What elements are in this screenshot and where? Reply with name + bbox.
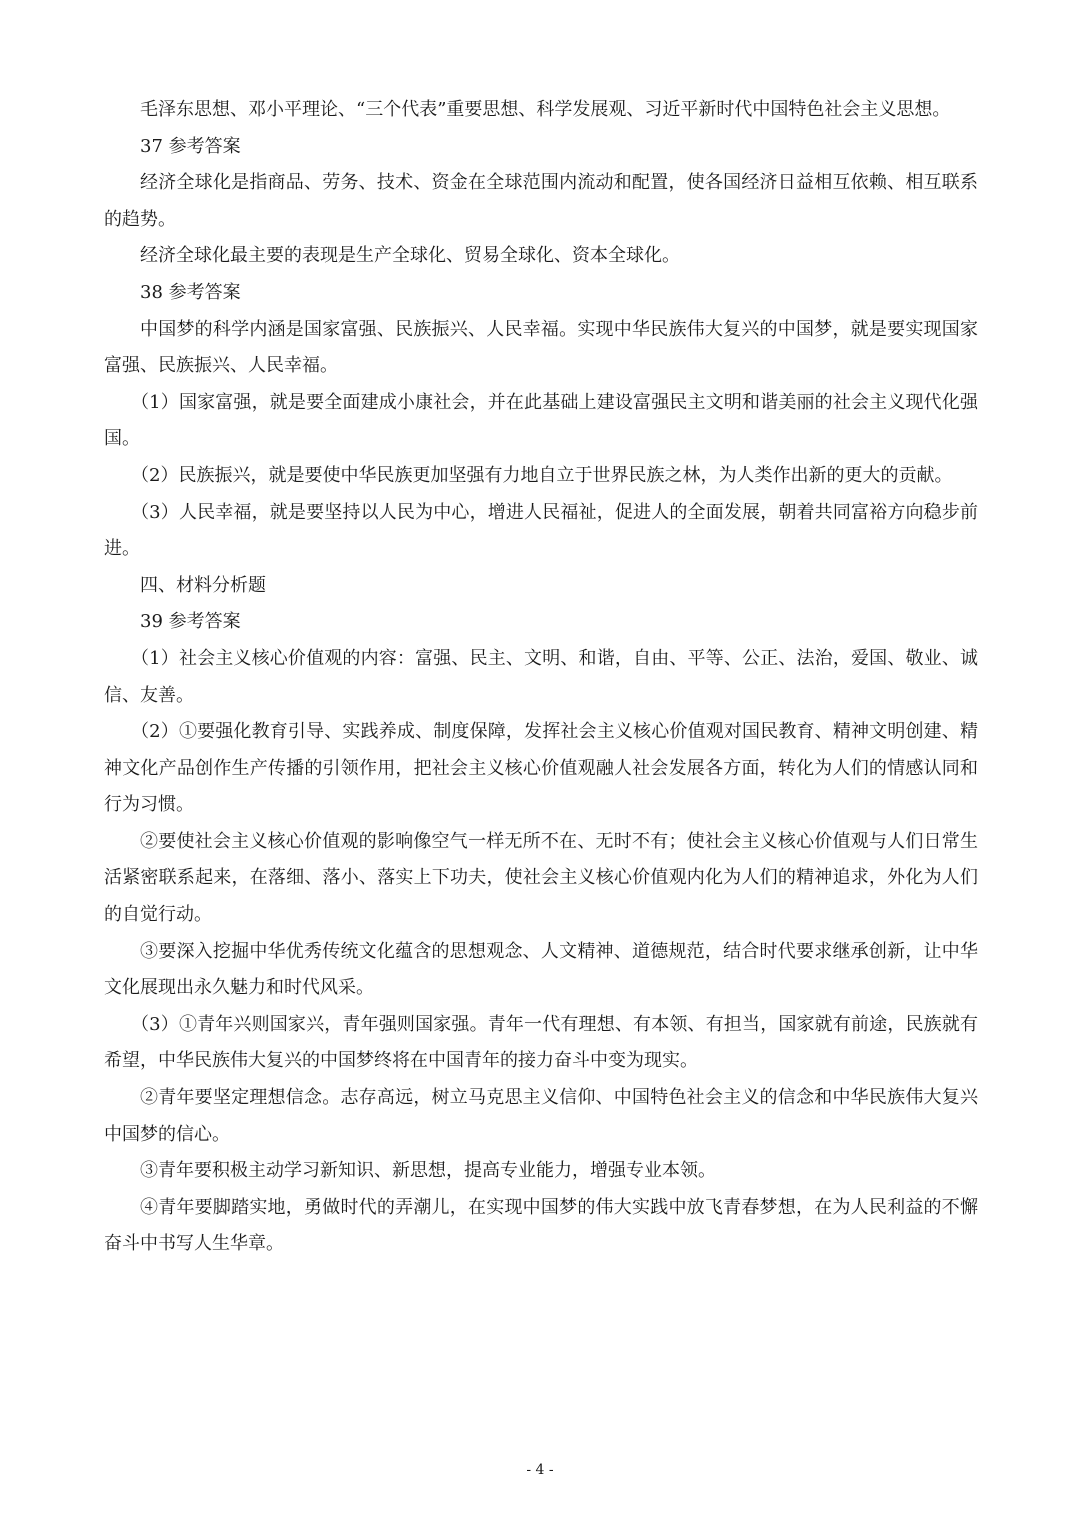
paragraph-globalization-manifestation: 经济全球化最主要的表现是生产全球化、贸易全球化、资本全球化。: [140, 245, 680, 267]
section-heading-material-analysis: 四、材料分析题: [140, 574, 266, 596]
answer-heading-39: 39 参考答案: [140, 611, 241, 633]
paragraph-youth-ideals: ②青年要坚定理想信念。志存高远，树立马克思主义信仰、中国特色社会主义的信念和中华民族伟大复兴中国梦的信心。: [104, 1087, 978, 1145]
paragraph-china-dream: 中国梦的科学内涵是国家富强、民族振兴、人民幸福。实现中华民族伟大复兴的中国梦，就是要实现国家富强、民族振兴、人民幸福。: [104, 318, 978, 377]
paragraph-guiding-thoughts: 毛泽东思想、邓小平理论、“三个代表”重要思想、科学发展观、习近平新时代中国特色社会主义思想。: [140, 99, 951, 120]
paragraph-core-values: （1）社会主义核心价值观的内容：富强、民主、文明、和谐，自由、平等、公正、法治，爱国、敬业、诚信、友善。: [104, 647, 978, 706]
paragraph-youth-nation: （3）①青年兴则国家兴，青年强则国家强。青年一代有理想、有本领、有担当，国家就有前途，民族就有希望，中华民族伟大复兴的中国梦终将在中国青年的接力奋斗中变为现实。: [104, 1013, 978, 1072]
paragraph-traditional-culture: ③要深入挖掘中华优秀传统文化蕴含的思想观念、人文精神、道德规范，结合时代要求继承创新，让中华文化展现出永久魅力和时代风采。: [104, 940, 978, 999]
paragraph-national-prosperity: （1）国家富强，就是要全面建成小康社会，并在此基础上建设富强民主文明和谐美丽的社会主义现代化强国。: [104, 391, 978, 450]
page-number: - 4 -: [526, 1462, 554, 1478]
paragraph-people-happiness: （3）人民幸福，就是要坚持以人民为中心，增进人民福祉，促进人的全面发展，朝着共同富裕方向稳步前进。: [104, 501, 978, 560]
paragraph-youth-learning: ③青年要积极主动学习新知识、新思想，提高专业能力，增强专业本领。: [140, 1160, 716, 1182]
answer-heading-37: 37 参考答案: [140, 135, 241, 157]
paragraph-globalization-definition: 经济全球化是指商品、劳务、技术、资金在全球范围内流动和配置，使各国经济日益相互依赖、相互联系的趋势。: [104, 172, 978, 230]
paragraph-youth-practice: ④青年要脚踏实地，勇做时代的弄潮儿，在实现中国梦的伟大实践中放飞青春梦想，在为人民利益的不懈奋斗中书写人生华章。: [104, 1196, 978, 1255]
paragraph-daily-life: ②要使社会主义核心价值观的影响像空气一样无所不在、无时不有；使社会主义核心价值观与人们日常生活紧密联系起来，在落细、落小、落实上下功夫，使社会主义核心价值观内化为人们的精神追求，外化为人们的自觉行动。: [104, 830, 978, 926]
paragraph-national-rejuvenation: （2）民族振兴，就是要使中华民族更加坚强有力地自立于世界民族之林，为人类作出新的更大的贡献。: [131, 464, 953, 486]
paragraph-education-guidance: （2）①要强化教育引导、实践养成、制度保障，发挥社会主义核心价值观对国民教育、精神文明创建、精神文化产品创作生产传播的引领作用，把社会主义核心价值观融人社会发展各方面，转化为人们的情感认同和行为习惯。: [104, 721, 978, 816]
page-content: [104, 92, 978, 1263]
answer-heading-38: 38 参考答案: [140, 281, 241, 303]
